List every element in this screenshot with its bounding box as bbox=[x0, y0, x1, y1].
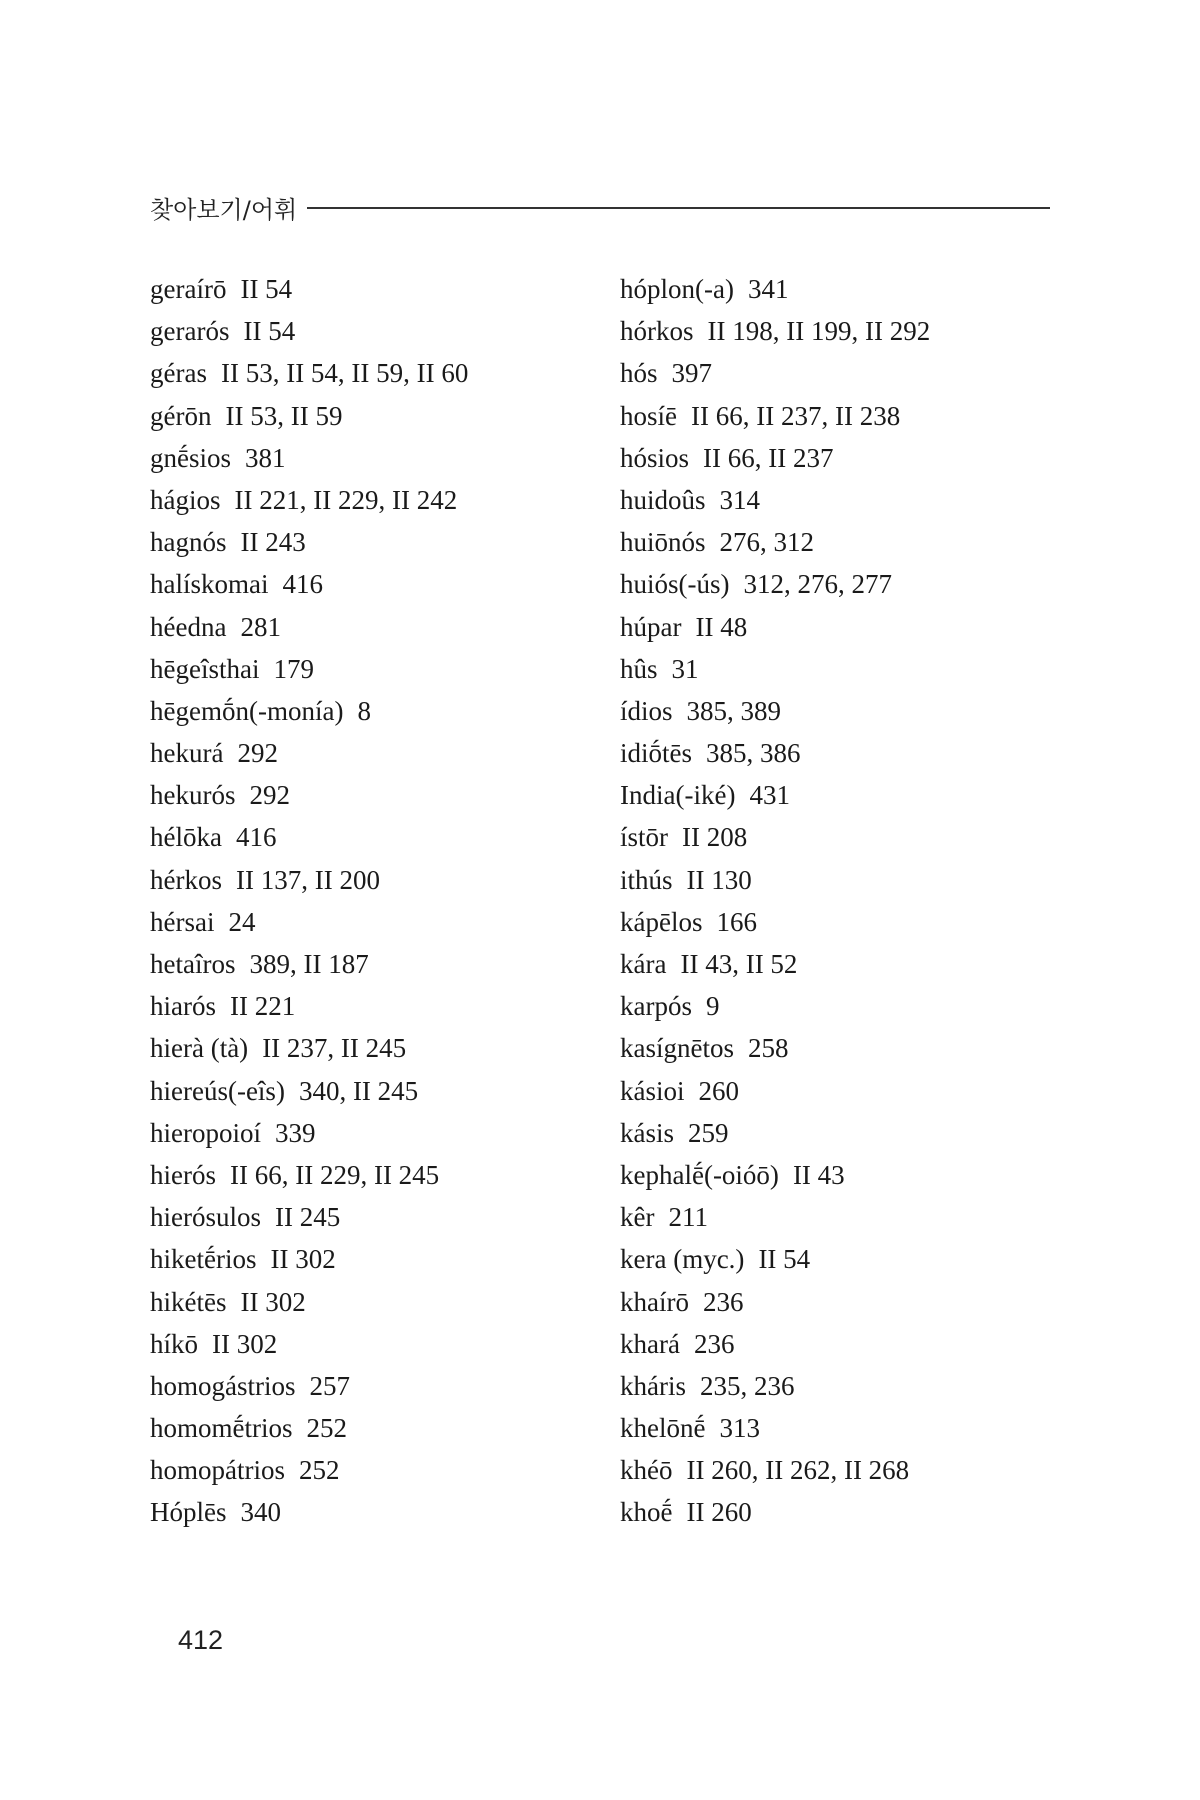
index-page-refs: 385, 386 bbox=[706, 738, 801, 769]
index-term: kára bbox=[620, 949, 667, 979]
index-term: hágios bbox=[150, 484, 221, 515]
index-entry bbox=[150, 816, 590, 858]
index-term: hérkos bbox=[150, 864, 222, 895]
index-entry bbox=[150, 690, 590, 732]
index-entry bbox=[620, 690, 1060, 732]
index-page-refs: II 66, II 237 bbox=[703, 442, 834, 473]
index-term: hósios bbox=[620, 442, 690, 473]
index-term: hierós bbox=[150, 1159, 216, 1190]
index-term: hiarós bbox=[150, 991, 216, 1022]
index-page-refs: II 208 bbox=[682, 822, 748, 853]
index-page-refs: 389, II 187 bbox=[249, 949, 369, 979]
index-entry bbox=[620, 816, 1060, 858]
index-term: hekurá bbox=[150, 738, 224, 769]
index-term: geraírō bbox=[150, 274, 227, 304]
index-page-refs: II 54 bbox=[240, 274, 293, 304]
index-term: hós bbox=[620, 358, 658, 389]
index-entry bbox=[620, 901, 1060, 943]
index-entry bbox=[150, 901, 590, 943]
index-entry bbox=[150, 1238, 590, 1280]
index-term: hikétēs bbox=[150, 1286, 227, 1317]
index-page-refs: II 221, II 229, II 242 bbox=[234, 484, 458, 515]
index-term: héedna bbox=[150, 611, 227, 642]
index-entry bbox=[150, 1449, 590, 1491]
index-page-refs: 260 bbox=[698, 1075, 739, 1106]
index-page-refs: 259 bbox=[688, 1117, 729, 1148]
index-entry bbox=[150, 1323, 590, 1365]
index-term: hēgeîsthai bbox=[150, 653, 260, 684]
index-term: khelōnḗ bbox=[620, 1413, 706, 1444]
index-page-refs: 314 bbox=[719, 484, 761, 515]
index-entry bbox=[620, 943, 1060, 985]
index-entry bbox=[620, 1112, 1060, 1154]
index-term: hiketḗrios bbox=[150, 1244, 257, 1275]
index-page-refs: 312, 276, 277 bbox=[743, 569, 892, 600]
index-term: ithús bbox=[620, 864, 673, 895]
index-entry bbox=[150, 985, 590, 1027]
index-entry bbox=[620, 563, 1060, 605]
index-page-refs: 252 bbox=[299, 1455, 340, 1486]
index-page-refs: 9 bbox=[705, 991, 720, 1022]
index-page-refs: 236 bbox=[693, 1328, 735, 1359]
index-page-refs: II 54 bbox=[243, 316, 296, 347]
index-page-refs: 381 bbox=[245, 442, 286, 473]
index-entry bbox=[620, 1449, 1060, 1491]
index-term: húpar bbox=[620, 611, 682, 642]
index-entry bbox=[620, 1323, 1060, 1365]
index-page-refs: II 43 bbox=[792, 1159, 845, 1190]
index-page-refs: 385, 389 bbox=[686, 695, 782, 726]
index-entry bbox=[150, 521, 590, 563]
index-page-refs: 416 bbox=[235, 822, 277, 853]
index-entry bbox=[150, 1070, 590, 1112]
index-term: kera (myc.) bbox=[620, 1244, 745, 1275]
index-page-refs: 31 bbox=[671, 653, 699, 684]
index-entry bbox=[620, 1491, 1060, 1533]
index-entry bbox=[620, 774, 1060, 816]
index-page-refs: II 43, II 52 bbox=[680, 949, 798, 979]
index-term: híkō bbox=[150, 1328, 199, 1359]
index-entry bbox=[150, 437, 590, 479]
index-term: huiós(-ús) bbox=[620, 569, 730, 600]
index-page-refs: II 54 bbox=[758, 1244, 811, 1275]
index-term: kháris bbox=[620, 1370, 686, 1401]
index-entry bbox=[150, 1112, 590, 1154]
index-term: halískomai bbox=[150, 569, 269, 600]
index-page-refs: 252 bbox=[306, 1413, 347, 1444]
index-term: homomḗtrios bbox=[150, 1413, 293, 1444]
index-term: ídios bbox=[620, 695, 673, 726]
page-number: 412 bbox=[178, 1625, 224, 1655]
index-entry bbox=[620, 352, 1060, 394]
index-page-refs: 292 bbox=[249, 780, 290, 811]
index-page-refs: II 260 bbox=[686, 1497, 752, 1528]
index-page-refs: 431 bbox=[749, 780, 790, 811]
index-entry bbox=[150, 1281, 590, 1323]
index-entry bbox=[620, 732, 1060, 774]
index-page-refs: II 137, II 200 bbox=[235, 864, 380, 895]
index-page-refs: 276, 312 bbox=[719, 527, 815, 558]
index-page-refs: 179 bbox=[273, 653, 314, 684]
index-entry bbox=[150, 774, 590, 816]
index-term: kásis bbox=[620, 1117, 674, 1148]
index-column-left bbox=[150, 268, 590, 1534]
index-term: géras bbox=[150, 358, 207, 389]
index-entry bbox=[620, 310, 1060, 352]
index-entry bbox=[150, 563, 590, 605]
index-term: kêr bbox=[620, 1202, 655, 1233]
index-entry bbox=[620, 479, 1060, 521]
index-page-refs: 258 bbox=[748, 1033, 789, 1064]
index-term: karpós bbox=[620, 991, 692, 1022]
index-entry bbox=[150, 648, 590, 690]
index-entry bbox=[620, 1407, 1060, 1449]
index-term: Hóplēs bbox=[150, 1497, 227, 1528]
index-term: gérōn bbox=[150, 400, 212, 431]
index-term: hekurós bbox=[150, 780, 236, 811]
index-term: hûs bbox=[620, 653, 658, 684]
index-page-refs: II 48 bbox=[695, 611, 748, 642]
index-entry bbox=[150, 732, 590, 774]
index-term: gerarós bbox=[150, 316, 230, 347]
index-term: hosíē bbox=[620, 400, 677, 431]
index-term: huidoûs bbox=[620, 484, 706, 515]
index-entry bbox=[150, 859, 590, 901]
index-page-refs: 313 bbox=[719, 1413, 760, 1444]
index-entry bbox=[150, 1027, 590, 1069]
index-entry bbox=[150, 943, 590, 985]
index-entry bbox=[150, 1154, 590, 1196]
index-page-refs: II 237, II 245 bbox=[262, 1033, 407, 1064]
index-page-refs: 211 bbox=[668, 1202, 708, 1233]
index-page-refs: 341 bbox=[747, 274, 789, 304]
index-page-refs: 397 bbox=[671, 358, 713, 389]
index-entry bbox=[620, 395, 1060, 437]
index-entry bbox=[150, 1365, 590, 1407]
index-entry bbox=[150, 479, 590, 521]
index-entry bbox=[150, 352, 590, 394]
index-page-refs: 8 bbox=[357, 695, 371, 726]
index-page-refs: II 221 bbox=[229, 991, 296, 1022]
index-page-refs: 292 bbox=[237, 738, 278, 769]
index-entry bbox=[620, 1281, 1060, 1323]
index-entry bbox=[150, 606, 590, 648]
index-term: kasígnētos bbox=[620, 1033, 734, 1064]
index-page-refs: II 66, II 229, II 245 bbox=[229, 1159, 440, 1190]
index-term: khaírō bbox=[620, 1286, 689, 1317]
index-entry bbox=[620, 268, 1060, 310]
index-entry bbox=[150, 1407, 590, 1449]
index-entry bbox=[150, 395, 590, 437]
index-term: hieropoioí bbox=[150, 1117, 261, 1148]
index-entry bbox=[620, 521, 1060, 563]
index-term: gnḗsios bbox=[150, 442, 231, 473]
running-header bbox=[150, 190, 1050, 225]
index-term: hierósulos bbox=[150, 1202, 261, 1233]
index-term: hórkos bbox=[620, 316, 694, 347]
index-term: idiṓtēs bbox=[620, 738, 692, 769]
index-term: hélōka bbox=[150, 822, 222, 853]
index-entry bbox=[620, 1238, 1060, 1280]
index-page-refs: II 66, II 237, II 238 bbox=[691, 400, 901, 431]
index-page-refs: II 245 bbox=[275, 1202, 341, 1233]
index-term: hiereús(-eîs) bbox=[150, 1075, 285, 1106]
index-page-refs: II 260, II 262, II 268 bbox=[686, 1455, 910, 1486]
index-term: India(-iké) bbox=[620, 780, 736, 811]
index-page-refs: 416 bbox=[282, 569, 323, 600]
index-entry bbox=[620, 1070, 1060, 1112]
index-page-refs: 339 bbox=[274, 1117, 316, 1148]
header-title: 찾아보기/어휘 bbox=[150, 196, 298, 224]
index-entry bbox=[620, 1365, 1060, 1407]
index-term: hóplon(-a) bbox=[620, 274, 734, 304]
index-term: hagnós bbox=[150, 527, 227, 558]
index-page-refs: II 130 bbox=[686, 864, 752, 895]
index-column-right bbox=[620, 268, 1060, 1534]
index-page-refs: II 302 bbox=[270, 1244, 336, 1275]
index-entry bbox=[620, 1196, 1060, 1238]
index-term: kápēlos bbox=[620, 906, 703, 937]
index-page-refs: II 243 bbox=[240, 527, 306, 558]
index-entry bbox=[620, 437, 1060, 479]
index-page-refs: 281 bbox=[240, 611, 281, 642]
index-entry bbox=[150, 310, 590, 352]
index-page-refs: 340 bbox=[240, 1497, 281, 1528]
index-page-refs: 257 bbox=[309, 1370, 350, 1401]
index-term: hérsai bbox=[150, 906, 215, 937]
index-entry bbox=[150, 1196, 590, 1238]
index-entry bbox=[620, 985, 1060, 1027]
index-entry bbox=[620, 859, 1060, 901]
index-entry bbox=[150, 1491, 590, 1533]
index-entry bbox=[620, 648, 1060, 690]
index-page-refs: II 302 bbox=[212, 1328, 278, 1359]
index-term: huiōnós bbox=[620, 527, 706, 558]
index-page-refs: II 198, II 199, II 292 bbox=[707, 316, 931, 347]
index-page-refs: 340, II 245 bbox=[298, 1075, 419, 1106]
index-term: ístōr bbox=[620, 822, 669, 853]
index-entry bbox=[620, 606, 1060, 648]
index-entry bbox=[620, 1027, 1060, 1069]
index-page-refs: 235, 236 bbox=[699, 1370, 795, 1401]
index-term: hierà (tà) bbox=[150, 1033, 249, 1064]
index-term: kephalḗ(-oióō) bbox=[620, 1159, 779, 1190]
index-entry bbox=[150, 268, 590, 310]
index-page-refs: 24 bbox=[228, 906, 256, 937]
index-page-refs: II 53, II 54, II 59, II 60 bbox=[220, 358, 469, 389]
index-term: khará bbox=[620, 1328, 680, 1359]
index-term: khéō bbox=[620, 1455, 673, 1486]
index-entry bbox=[620, 1154, 1060, 1196]
index-page-refs: 236 bbox=[702, 1286, 744, 1317]
index-term: homogástrios bbox=[150, 1370, 296, 1401]
index-term: hēgemṓn(-monía) bbox=[150, 695, 344, 726]
index-term: hetaîros bbox=[150, 949, 236, 979]
index-term: kásioi bbox=[620, 1075, 685, 1106]
index-term: khoḗ bbox=[620, 1497, 673, 1528]
index-term: homopátrios bbox=[150, 1455, 285, 1486]
index-page-refs: 166 bbox=[716, 906, 757, 937]
header-rule bbox=[307, 207, 1050, 209]
index-page-refs: II 302 bbox=[240, 1286, 306, 1317]
index-page-refs: II 53, II 59 bbox=[225, 400, 343, 431]
